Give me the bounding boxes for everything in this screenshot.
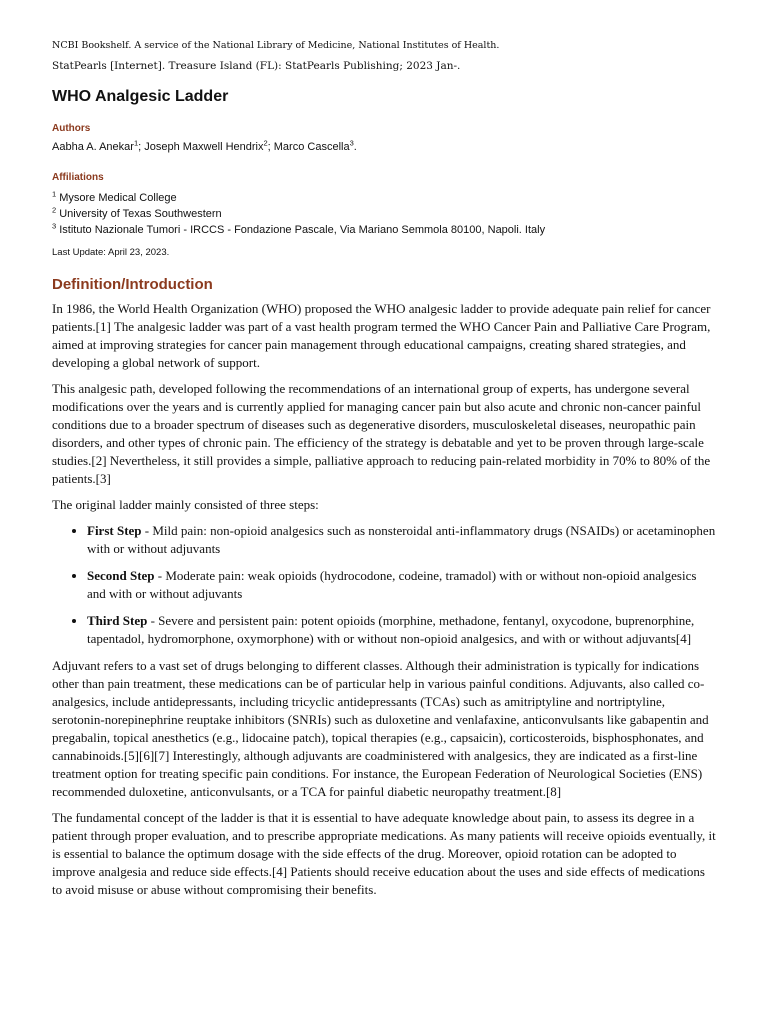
author-link[interactable]: Aabha A. Anekar [52, 141, 134, 153]
authors-label: Authors [52, 123, 91, 134]
last-update: Last Update: April 23, 2023. [52, 247, 170, 258]
paragraph: In 1986, the World Health Organization (WHO) proposed the WHO analgesic ladder to provide adequate pain relief for cancer patients.[1] The analgesic ladder was part of a vast health program termed the WHO Cancer Pain and Palliative Care Program, aimed at improving strategies for cancer pain management through educational campaigns, creating shared strategies, and developing a global network of support. [52, 301, 711, 370]
source-line: StatPearls [Internet]. Treasure Island (FL): StatPearls Publishing; 2023 Jan-. [52, 60, 461, 72]
paragraph: This analgesic path, developed following the recommendations of an international group of experts, has undergone several modifications over the years and is currently applied for managing cancer pain but also acute and chronic non-cancer painful conditions due to a broader spectrum of diseases such as degenerative disorders, musculoskeletal diseases, neuropathic pain disorders, and other types of chronic pain. The efficiency of the strategy is debatable and yet to be proven through large-scale studies.[2] Nevertheless, it still provides a simple, palliative approach to reducing pain-related morbidity in 70% to 80% of the patients.[3] [52, 381, 711, 486]
page-title: WHO Analgesic Ladder [52, 88, 229, 105]
list-item: • Third Step - Severe and persistent pain: potent opioids (morphine, methadone, fentanyl, oxycodone, buprenorphine, tapentadol, hydromorphone, oxymorphone) with or without non-opioid analgesics, and with or without adjuvants[4] [87, 612, 716, 648]
steps-list [52, 522, 716, 648]
authors-list: Aabha A. Anekar$^1$; Joseph Maxwell Hendrix$^2$; Marco Cascella$^3$. [52, 138, 357, 153]
bookshelf-line: NCBI Bookshelf. A service of the National Library of Medicine, National Institutes of Health. [52, 40, 500, 51]
paragraph: The fundamental concept of the ladder is that it is essential to have adequate knowledge about pain, to assess its degree in a patient through proper evaluation, and to prescribe appropriate medications. As many patients will receive opioids eventually, it is essential to balance the optimum dosage with the side effects of the drug. Moreover, opioid rotation can be adopted to improve analgesia and reduce side effects.[4] Patients should receive education about the uses and side effects of medications to avoid misuse or abuse without compromising their benefits. [52, 810, 716, 897]
paragraph: The original ladder mainly consisted of three steps: [52, 497, 319, 512]
section-heading: Definition/Introduction [52, 276, 213, 293]
affiliation-item: $^2$ University of Texas Southwestern [52, 205, 222, 220]
affiliation-item: $^3$ Istituto Nazionale Tumori - IRCCS - Fondazione Pascale, Via Mariano Semmola 80100, Napoli. Italy [52, 221, 546, 236]
list-item: • Second Step - Moderate pain: weak opioids (hydrocodone, codeine, tramadol) with or without non-opioid analgesics and with or without adjuvants [87, 567, 716, 603]
author-link[interactable]: Joseph Maxwell Hendrix [144, 141, 264, 153]
list-item: • First Step - Mild pain: non-opioid analgesics such as nonsteroidal anti-inflammatory drugs (NSAIDs) or acetaminophen with or without adjuvants [87, 522, 716, 558]
affiliation-item: $^1$ Mysore Medical College [52, 189, 177, 204]
author-link[interactable]: Marco Cascella [273, 141, 350, 153]
affiliations-label: Affiliations [52, 172, 104, 183]
paragraph: Adjuvant refers to a vast set of drugs belonging to different classes. Although their administration is typically for indications other than pain treatment, these medications can be of particular help in various painful conditions. Adjuvants, also called co-analgesics, include antidepressants, including tricyclic antidepressants (TCAs) such as amitriptyline and nortriptyline, serotonin-norepinephrine reuptake inhibitors (SNRIs) such as duloxetine and venlafaxine, anticonvulsants like gabapentin and pregabalin, topical anesthetics (e.g., lidocaine patch), topical therapies (e.g., capsaicin), corticosteroids, bisphosphonates, and cannabinoids.[5][6][7] Interestingly, although adjuvants are coadministered with analgesics, they are indicated as a first-line treatment option for treating specific pain conditions. For instance, the European Federation of Neurological Societies (ENS) recommended duloxetine, anticonvulsants, or a TCA for painful diabetic neuropathy treatment.[8] [52, 658, 709, 799]
